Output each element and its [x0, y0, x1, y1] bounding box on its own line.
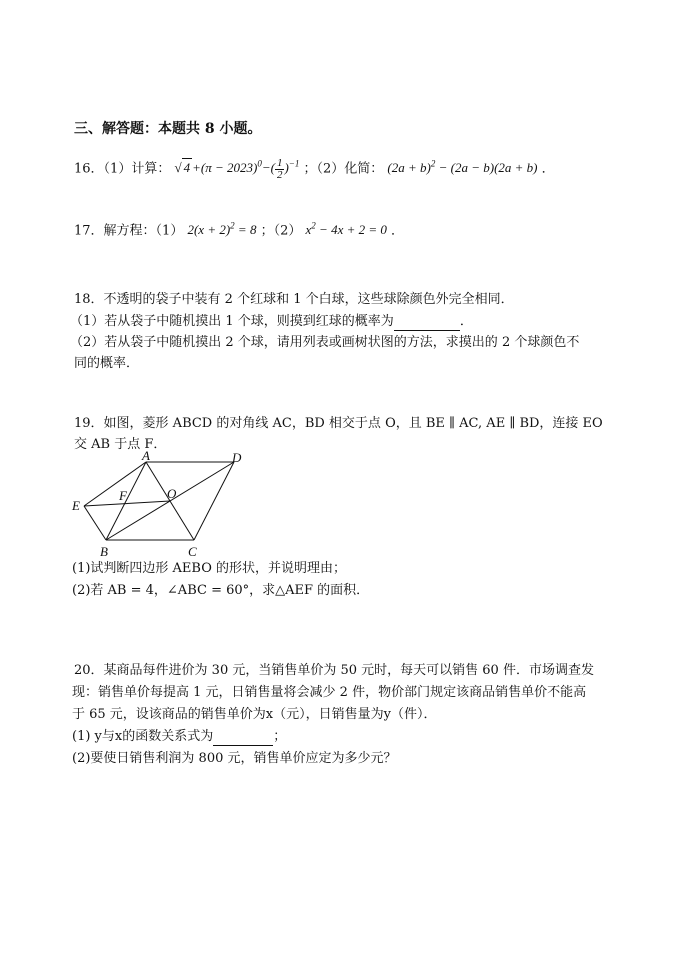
q18-line3: （2）若从袋子中随机摸出 2 个球，请用列表或画树状图的方法，求摸出的 2 个球颜色不 — [70, 335, 580, 350]
q20-sub1: (1) y与x的函数关系式为 ； — [72, 729, 287, 744]
q17-sep: ；（2） — [260, 223, 302, 239]
label-A: A — [142, 450, 150, 463]
q17-eq2: $x^2 - 4x + 2 = 0$ — [305, 221, 387, 238]
q19-line1: 19．如图，菱形 ABCD 的对角线 AC，BD 相交于点 O，且 BE ∥ AC, AE ∥ BD，连接 EO — [74, 416, 603, 431]
q18-line2: （1）若从袋子中随机摸出 1 个球，则摸到红球的概率为 ． — [70, 314, 473, 329]
label-O: O — [167, 486, 177, 501]
label-C: C — [188, 544, 197, 559]
segment-EO — [84, 501, 170, 506]
label-F: F — [119, 488, 127, 503]
q20-sub2: (2)要使日销售利润为 800 元，销售单价应定为多少元？ — [72, 751, 397, 766]
label-B: B — [100, 544, 108, 559]
segment-EA — [84, 462, 146, 506]
answer-blank — [213, 731, 273, 746]
q16-fraction: $\frac{1}{2}$ — [276, 156, 283, 181]
q16-sep: ；（2）化简： — [303, 161, 384, 177]
answer-blank — [394, 316, 460, 331]
q20-line2: 现：销售单价每提高 1 元，日销售量将会减少 2 件，物价部门规定该商品销售单价不能高 — [72, 685, 587, 700]
q19-sub2: (2)若 AB = 4，∠ABC = 60°，求△AEF 的面积． — [72, 583, 370, 598]
q16-expr2: $(2a + b)^2 - (2a - b)(2a + b)$ — [387, 159, 538, 176]
question-16: 16．（1）计算： √ $4 +(\pi - 2023)^0-$( $\frac{1}{2}$ )$^{-1}$ ；（2）化简： $(2a + b)^2 - (2a - b)(2a + b)$ ． — [74, 156, 555, 181]
q19-sub1: (1)试判断四边形 AEBO 的形状，并说明理由； — [72, 561, 347, 576]
q20-line1: 20．某商品每件进价为 30 元，当销售单价为 50 元时，每天可以销售 60 件．市场调查发 — [74, 663, 594, 678]
q18-line1: 18．不透明的袋子中装有 2 个红球和 1 个白球，这些球除颜色外完全相同． — [74, 292, 514, 307]
segment-EB — [84, 506, 106, 540]
question-17: 17．解方程：（1） $2(x + 2)^2 = 8$ ；（2） $x^2 - 4x + 2 = 0$ ． — [74, 221, 405, 239]
q20-line3: 于 65 元，设该商品的销售单价为x（元），日销售量为y（件）． — [72, 707, 437, 722]
q16-prefix: 16．（1）计算： — [74, 161, 171, 177]
label-E: E — [72, 498, 80, 513]
q19-line2: 交 AB 于点 F． — [74, 437, 167, 452]
q17-prefix: 17．解方程：（1） — [74, 223, 184, 239]
label-D: D — [232, 450, 242, 465]
rhombus-figure — [64, 450, 264, 565]
section-title: 三、解答题：本题共 8 小题。 — [74, 121, 262, 137]
q16-expr1: √ $4 +(\pi - 2023)^0-$( $\frac{1}{2}$ )$^{-1}$ — [174, 156, 300, 181]
q17-eq1: $2(x + 2)^2 = 8$ — [187, 221, 257, 238]
q18-line4: 同的概率． — [74, 356, 140, 371]
